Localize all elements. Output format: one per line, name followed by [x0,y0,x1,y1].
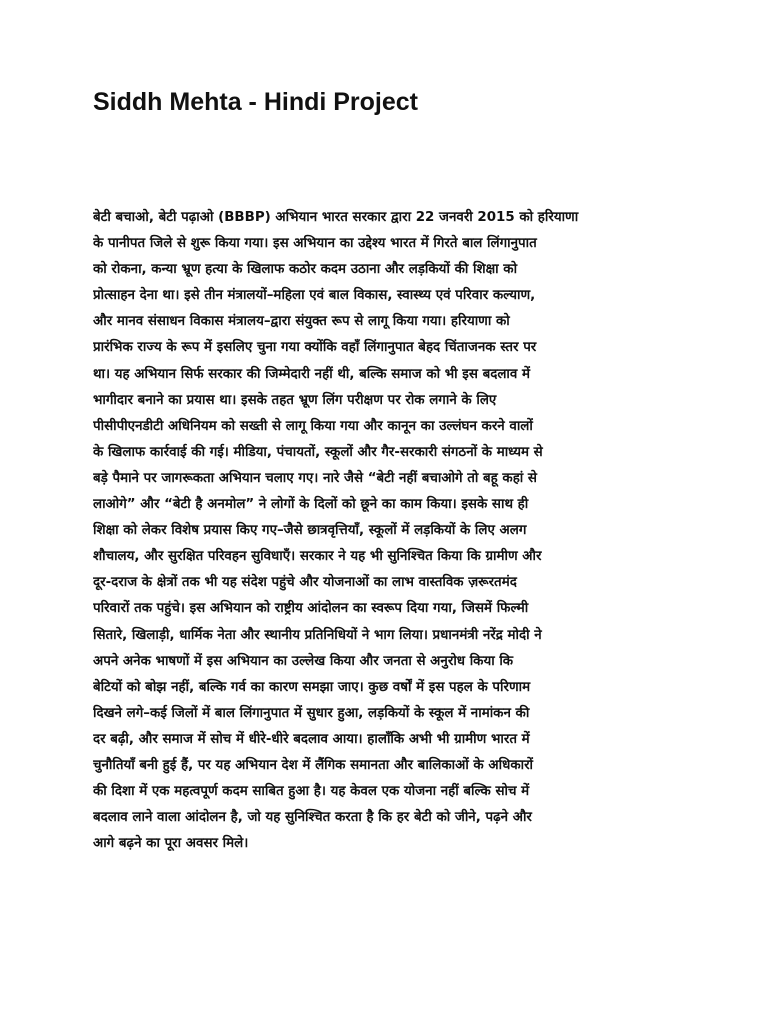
paragraph-line: अपने अनेक भाषणों में इस अभियान का उल्लेख किया और जनता से अनुरोध किया कि [93,653,514,669]
paragraph-line: था। यह अभियान सिर्फ सरकार की जिम्मेदारी नहीं थी, बल्कि समाज को भी इस बदलाव में [93,366,531,382]
paragraph-line: आगे बढ़ने का पूरा अवसर मिले। [93,836,249,852]
paragraph-line: परिवारों तक पहुंचे। इस अभियान को राष्ट्रीय आंदोलन का स्वरूप दिया गया, जिसमें फिल्मी [93,601,529,617]
paragraph-line: और मानव संसाधन विकास मंत्रालय–द्वारा संयुक्त रूप से लागू किया गया। हरियाणा को [93,314,510,330]
paragraph-line: बेटियों को बोझ नहीं, बल्कि गर्व का कारण समझा जाए। कुछ वर्षों में इस पहल के परिणाम [93,679,531,695]
paragraph-line: सितारे, खिलाड़ी, धार्मिक नेता और स्थानीय प्रतिनिधियों ने भाग लिया। प्रधानमंत्री नरेंद्र मोदी ने [93,627,542,643]
paragraph-line: बड़े पैमाने पर जागरूकता अभियान चलाए गए। नारे जैसे “बेटी नहीं बचाओगे तो बहू कहां से [93,470,537,486]
paragraph-line: शौचालय, और सुरक्षित परिवहन सुविधाएँ। सरकार ने यह भी सुनिश्चित किया कि ग्रामीण और [93,549,542,565]
paragraph-line: चुनौतियाँ बनी हुई हैं, पर यह अभियान देश में लैंगिक समानता और बालिकाओं के अधिकारों [93,757,534,773]
paragraph-line: को रोकना, कन्या भ्रूण हत्या के खिलाफ कठोर कदम उठाना और लड़कियों की शिक्षा को [93,262,518,278]
paragraph-line: दिखने लगे–कई जिलों में बाल लिंगानुपात में सुधार हुआ, लड़कियों के स्कूल में नामांकन की [93,705,530,721]
body-paragraph [93,205,685,857]
paragraph-line: लाओगे” और “बेटी है अनमोल” ने लोगों के दिलों को छूने का काम किया। इसके साथ ही [93,497,529,513]
paragraph-line: पीसीपीएनडीटी अधिनियम को सख्ती से लागू किया गया और कानून का उल्लंघन करने वालों [93,418,533,434]
paragraph-line: के खिलाफ कार्रवाई की गई। मीडिया, पंचायतों, स्कूलों और गैर-सरकारी संगठनों के माध्यम से [93,444,543,460]
paragraph-line: दूर-दराज के क्षेत्रों तक भी यह संदेश पहुंचे और योजनाओं का लाभ वास्तविक ज़रूरतमंद [93,575,517,591]
paragraph-line: भागीदार बनाने का प्रयास था। इसके तहत भ्रूण लिंग परीक्षण पर रोक लगाने के लिए [93,392,497,408]
paragraph-line: प्रोत्साहन देना था। इसे तीन मंत्रालयों–महिला एवं बाल विकास, स्वास्थ्य एवं परिवार कल्याण, [93,288,536,304]
paragraph-line: बदलाव लाने वाला आंदोलन है, जो यह सुनिश्चित करता है कि हर बेटी को जीने, पढ़ने और [93,810,532,826]
paragraph-line: प्रारंभिक राज्य के रूप में इसलिए चुना गया क्योंकि वहाँ लिंगानुपात बेहद चिंताजनक स्तर पर [93,340,537,356]
paragraph-line: के पानीपत जिले से शुरू किया गया। इस अभियान का उद्देश्य भारत में गिरते बाल लिंगानुपात [93,236,537,252]
paragraph-line: दर बढ़ी, और समाज में सोच में धीरे-धीरे बदलाव आया। हालाँकि अभी भी ग्रामीण भारत में [93,731,530,747]
page-title: Siddh Mehta - Hindi Project [93,88,419,116]
paragraph-line: की दिशा में एक महत्वपूर्ण कदम साबित हुआ है। यह केवल एक योजना नहीं बल्कि सोच में [93,784,530,800]
paragraph-line: शिक्षा को लेकर विशेष प्रयास किए गए–जैसे छात्रवृत्तियाँ, स्कूलों में लड़कियों के लिए अलग [93,523,527,539]
paragraph-line: बेटी बचाओ, बेटी पढ़ाओ (BBBP) अभियान भारत सरकार द्वारा 22 जनवरी 2015 को हरियाणा [93,210,579,225]
